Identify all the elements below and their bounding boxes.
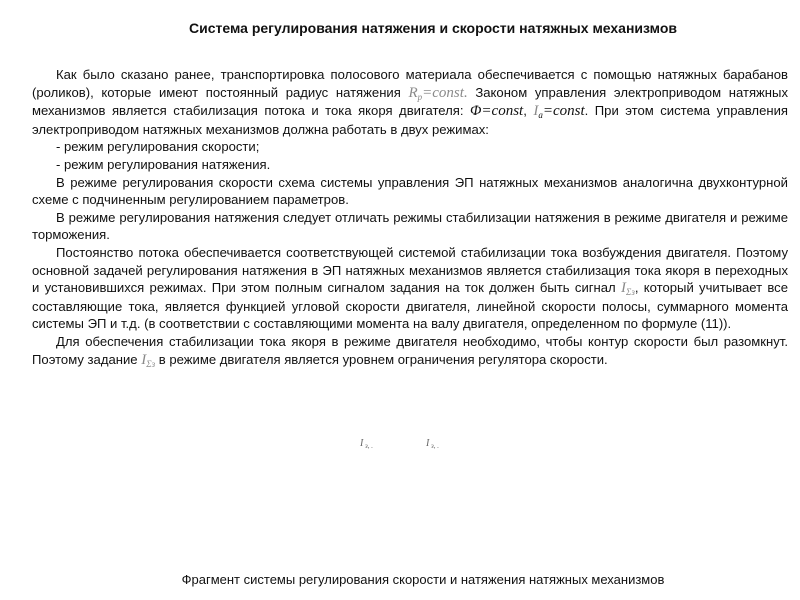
paragraph-tension-mode: В режиме регулирования натяжения следует отличать режимы стабилизации натяжения в режиме двигателя и режиме торможения. bbox=[32, 209, 788, 243]
formula-phi: Φ=const bbox=[470, 103, 524, 120]
formula-fragment: I bbox=[426, 438, 430, 449]
body-text bbox=[32, 66, 788, 369]
formula-fragment: з, . bbox=[431, 442, 439, 450]
formula-fragment: I bbox=[360, 438, 364, 449]
intro-text-b: Законом управления электроприводом натяжных механизмов является стабилизация потока и тока якоря двигателя: bbox=[32, 84, 788, 119]
paragraph-flux: Постоянство потока обеспечивается соответствующей системой стабилизации тока возбуждения двигателя. Поэтому основной задачей регулирования натяжения в ЭП натяжных механизмов является стабилизация тока якоря в переходных и установившихся режимах. При этом полным сигналом задания на ток должен быть сигнал $I_{\Sigma з}$, который учитывает все составляющие тока, является функцией угловой скорости двигателя, линейной скорости полосы, суммарного момента системы ЭП и т.д. (в соответствии с составляющими момента на валу двигателя, определенном по формуле (11)). bbox=[32, 244, 788, 332]
intro-text-c: . При этом система управления электроприводом натяжных механизмов должна работать в двух режимах: bbox=[32, 103, 788, 137]
paragraph-speed-mode: В режиме регулирования скорости схема системы управления ЭП натяжных механизмов аналогична двухконтурной схеме с подчиненным регулированием параметров. bbox=[32, 174, 788, 208]
formula-isz-2: $I_{\Sigma з}$ bbox=[141, 351, 156, 369]
paragraph-stabilization: Для обеспечения стабилизации тока якоря в режиме двигателя необходимо, чтобы контур скорости был разомкнут. Поэтому задание $I_{\Sigma з}$ в режиме двигателя является уровнем ограничения регулятора скорости. bbox=[32, 333, 788, 369]
formula-fragment-row bbox=[360, 438, 480, 454]
formula-rp: $R_p=const$. bbox=[408, 84, 468, 102]
formula-isz: $I_{\Sigma з}$ bbox=[620, 280, 635, 298]
page-title: Система регулирования натяжения и скорости натяжных механизмов bbox=[189, 20, 677, 36]
paragraph-intro: Как было сказано ранее, транспортировка полосового материала обеспечивается с помощью натяжных барабанов (роликов), которые имеют постоянный радиус натяжения $R_p=const$. Законом управления электроприводом натяжных механизмов является стабилизация потока и тока якоря двигателя: Φ=const, $I_a=const$. При этом система управления электроприводом натяжных механизмов должна работать в двух режимах: bbox=[32, 67, 788, 137]
list-item: - режим регулирования скорости; bbox=[56, 139, 260, 155]
list-item: - режим регулирования натяжения. bbox=[56, 156, 271, 172]
formula-fragment: з, . bbox=[365, 442, 373, 450]
formula-ia: $I_a=const$ bbox=[533, 103, 585, 121]
intro-text-a: Как было сказано ранее, транспортировка полосового материала обеспечивается с помощью натяжных барабанов (роликов), которые имеют постоянный радиус натяжения bbox=[32, 67, 788, 100]
figure-caption: Фрагмент системы регулирования скорости и натяжения натяжных механизмов bbox=[181, 572, 665, 587]
